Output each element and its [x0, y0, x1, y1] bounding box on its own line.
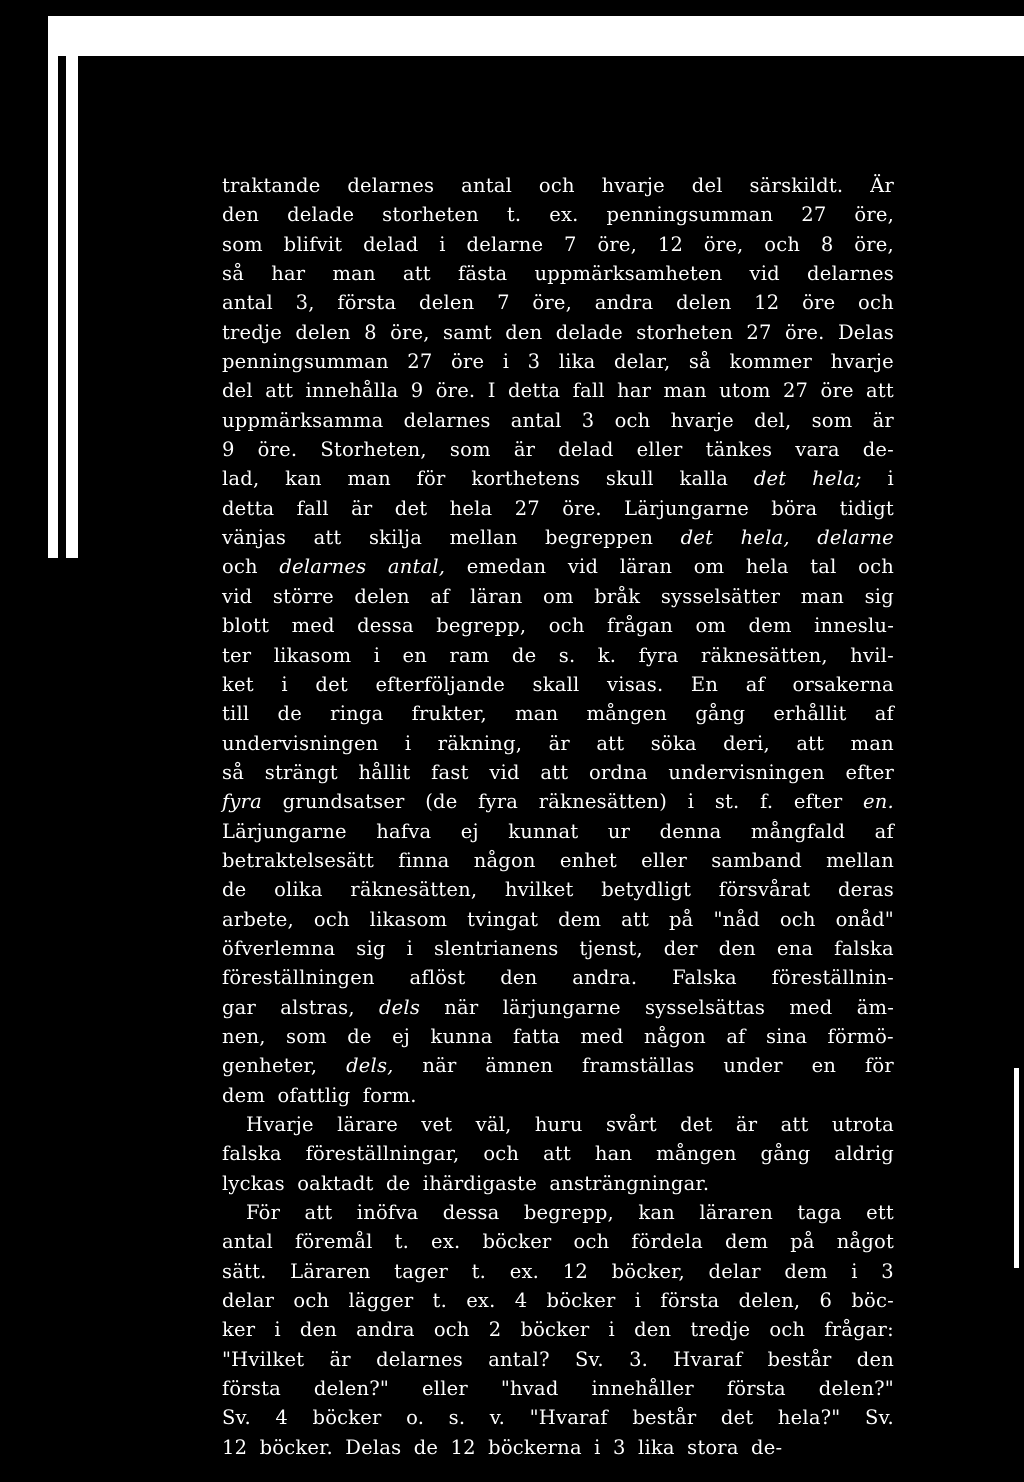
text-line: För att inöfva dessa begrepp, kan läraren taga ett: [246, 1201, 894, 1225]
text-line: betraktelsesätt finna någon enhet eller samband mellan: [222, 848, 894, 872]
text-line: genheter, dels, när ämnen framställas under en för: [222, 1054, 894, 1078]
text-line: så strängt hållit fast vid att ordna undervisningen efter: [222, 760, 894, 784]
text-line: ker i den andra och 2 böcker i den tredje och frågar:: [222, 1318, 894, 1342]
text-line: sätt. Läraren tager t. ex. 12 böcker, delar dem i 3: [222, 1259, 894, 1283]
scan-border-top: [48, 16, 1024, 56]
text-line: uppmärksamma delarnes antal 3 och hvarje del, som är: [222, 408, 894, 432]
text-line: undervisningen i räkning, är att söka deri, att man: [222, 731, 894, 755]
scan-border-left-inner: [66, 48, 78, 558]
text-line: föreställningen aflöst den andra. Falska föreställnin-: [222, 966, 894, 990]
text-line: penningsumman 27 öre i 3 lika delar, så kommer hvarje: [222, 350, 894, 374]
text-line: nen, som de ej kunna fatta med någon af sina förmö-: [222, 1024, 894, 1048]
text-line: "Hvilket är delarnes antal? Sv. 3. Hvaraf består den: [222, 1347, 894, 1371]
text-line: ket i det efterföljande skall visas. En af orsakerna: [222, 672, 894, 696]
text-line: och delarnes antal, emedan vid läran om hela tal och: [222, 555, 894, 579]
text-line: vänjas att skilja mellan begreppen det hela, delarne: [222, 526, 894, 550]
text-line: detta fall är det hela 27 öre. Lärjungarne böra tidigt: [222, 496, 894, 520]
text-line: Lärjungarne hafva ej kunnat ur denna mångfald af: [222, 819, 894, 843]
text-line: Sv. 4 böcker o. s. v. "Hvaraf består det hela?" Sv.: [222, 1406, 894, 1430]
text-line: första delen?" eller "hvad innehåller första delen?": [222, 1377, 894, 1401]
text-line: öfverlemna sig i slentrianens tjenst, der den ena falska: [222, 936, 894, 960]
text-line: antal föremål t. ex. böcker och fördela dem på något: [222, 1230, 894, 1254]
text-line: arbete, och likasom tvingat dem att på "nåd och onåd": [222, 907, 894, 931]
scan-border-right: [1014, 1068, 1019, 1268]
text-line: tredje delen 8 öre, samt den delade storheten 27 öre. Delas: [222, 320, 894, 344]
text-line: den delade storheten t. ex. penningsumman 27 öre,: [222, 203, 894, 227]
text-line: falska föreställningar, och att han mången gång aldrig: [222, 1142, 894, 1166]
text-line: till de ringa frukter, man mången gång erhållit af: [222, 702, 894, 726]
page-body-text: [222, 171, 894, 1462]
text-line: delar och lägger t. ex. 4 böcker i första delen, 6 böc-: [222, 1289, 894, 1313]
text-line: traktande delarnes antal och hvarje del särskildt. Är: [222, 174, 894, 197]
text-line: så har man att fästa uppmärksamheten vid delarnes: [222, 262, 894, 286]
text-line: del att innehålla 9 öre. I detta fall har man utom 27 öre att: [222, 379, 894, 403]
text-line: blott med dessa begrepp, och frågan om dem inneslu-: [222, 614, 894, 638]
text-line: de olika räknesätten, hvilket betydligt försvårat deras: [222, 878, 894, 902]
scan-border-left-outer: [48, 48, 58, 558]
text-line: Hvarje lärare vet väl, huru svårt det är att utrota: [246, 1113, 894, 1136]
text-line: 12 böcker. Delas de 12 böckerna i 3 lika stora de-: [222, 1435, 783, 1459]
text-line: antal 3, första delen 7 öre, andra delen 12 öre och: [222, 291, 894, 315]
text-line: fyra grundsatser (de fyra räknesätten) i st. f. efter en.: [222, 790, 894, 814]
text-line: ter likasom i en ram de s. k. fyra räknesätten, hvil-: [222, 643, 894, 667]
text-line: lad, kan man för korthetens skull kalla det hela; i: [222, 467, 894, 491]
text-line: lyckas oaktadt de ihärdigaste ansträngningar.: [222, 1171, 710, 1195]
text-line: 9 öre. Storheten, som är delad eller tänkes vara de-: [222, 438, 894, 462]
text-line: dem ofattlig form.: [222, 1083, 417, 1107]
text-line: som blifvit delad i delarne 7 öre, 12 öre, och 8 öre,: [222, 232, 894, 256]
text-line: vid större delen af läran om bråk sysselsätter man sig: [222, 584, 894, 608]
text-line: gar alstras, dels när lärjungarne sysselsättas med äm-: [222, 995, 894, 1019]
